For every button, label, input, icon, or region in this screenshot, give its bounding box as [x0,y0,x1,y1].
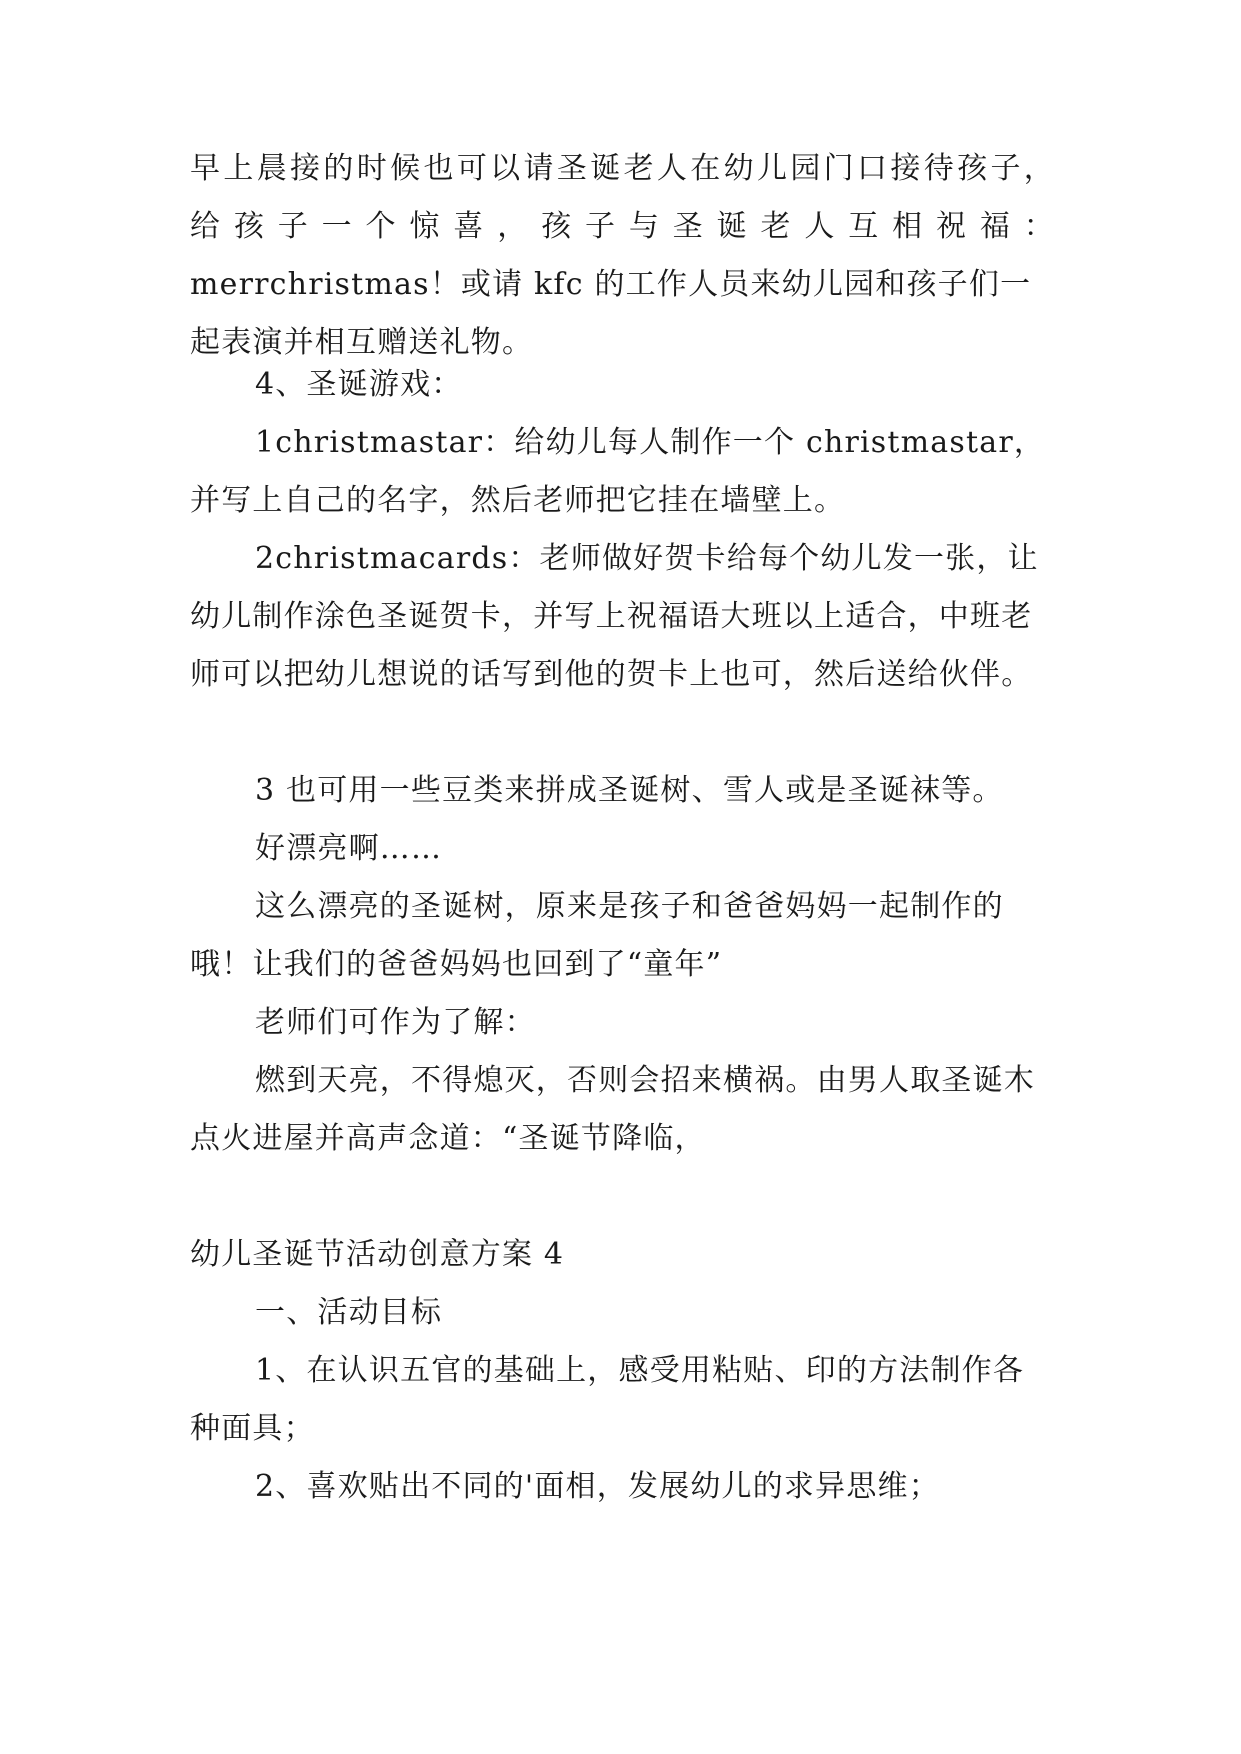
paragraph-christmas-cards: 2christmacards：老师做好贺卡给每个幼儿发一张，让幼儿制作涂色圣诞贺卡，并写上祝福语大班以上适合，中班老师可以把幼儿想说的话写到他的贺卡上也可，然后送给伙伴。 [190,541,1039,692]
paragraph-tree: 这么漂亮的圣诞树，原来是孩子和爸爸妈妈一起制作的哦！让我们的爸爸妈妈也回到了“童年” [190,889,1004,982]
paragraph-yule-log: 燃到天亮，不得熄灭，否则会招来横祸。由男人取圣诞木点火进屋并高声念道：“圣诞节降临， [190,1063,1035,1156]
paragraph-greeting [190,140,1055,372]
paragraph-greeting-rest: merrchristmas！或请 kfc 的工作人员来幼儿园和孩子们一起表演并相互赠送礼物。 [190,267,1032,360]
paragraph-goals-heading: 一、活动目标 [255,1295,443,1330]
paragraph-greeting-line1: 早上晨接的时候也可以请圣诞老人在幼儿园门口接待孩子， [190,151,1055,186]
paragraph-beans: 3 也可用一些豆类来拼成圣诞树、雪人或是圣诞袜等。 [255,773,1004,808]
paragraph-christmas-star: 1christmastar：给幼儿每人制作一个 christmastar，并写上自己的名字，然后老师把它挂在墙壁上。 [190,425,1046,518]
section-title: 幼儿圣诞节活动创意方案 4 [190,1237,565,1272]
paragraph-beautiful: 好漂亮啊…… [255,831,443,866]
paragraph-teachers: 老师们可作为了解： [255,1005,536,1040]
paragraph-goal-2: 2、喜欢贴出不同的'面相，发展幼儿的求异思维； [255,1469,940,1504]
paragraph-greeting-line2: 给孩子一个惊喜，孩子与圣诞老人互相祝福： [190,209,1055,244]
paragraph-game-heading: 4、圣诞游戏： [255,367,463,402]
paragraph-goal-1: 1、在认识五官的基础上，感受用粘贴、印的方法制作各种面具； [190,1353,1025,1446]
